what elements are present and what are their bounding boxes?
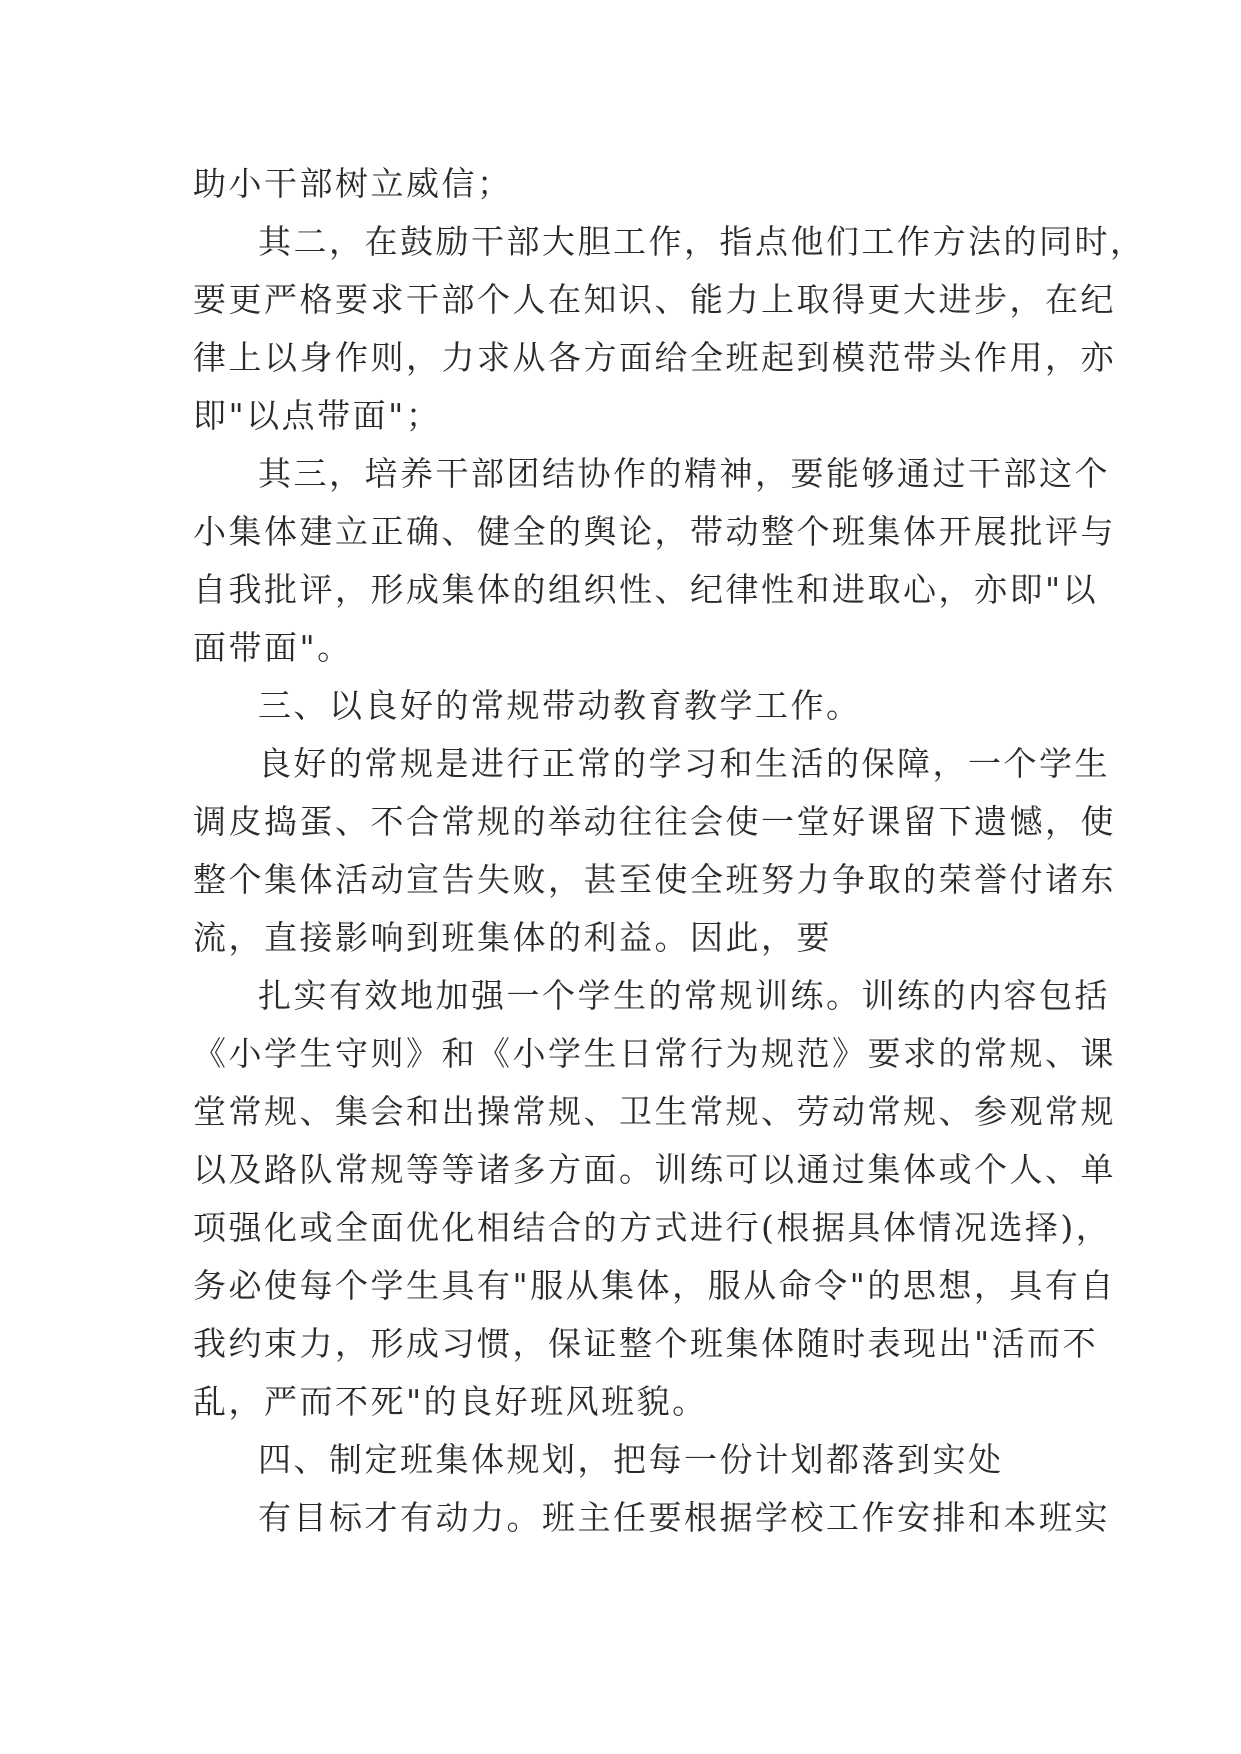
- text-line: 律上以身作则，力求从各方面给全班起到模范带头作用，亦: [193, 338, 1116, 377]
- text-line: 小集体建立正确、健全的舆论，带动整个班集体开展批评与: [193, 512, 1116, 551]
- text-line: 调皮捣蛋、不合常规的举动往往会使一堂好课留下遗憾，使: [193, 802, 1116, 841]
- text-line: 其二，在鼓励干部大胆工作，指点他们工作方法的同时，: [258, 222, 1146, 261]
- text-line: 其三，培养干部团结协作的精神，要能够通过干部这个: [258, 454, 1110, 493]
- text-line: 要更严格要求干部个人在知识、能力上取得更大进步，在纪: [193, 280, 1116, 319]
- text-line: 有目标才有动力。班主任要根据学校工作安排和本班实: [258, 1498, 1110, 1537]
- section-heading: 三、以良好的常规带动教育教学工作。: [258, 686, 862, 725]
- text-line: 整个集体活动宣告失败，甚至使全班努力争取的荣誉付诸东: [193, 860, 1116, 899]
- text-line: 乱，严而不死"的良好班风班貌。: [193, 1382, 708, 1421]
- text-line: 务必使每个学生具有"服从集体，服从命令"的思想，具有自: [193, 1266, 1116, 1305]
- text-line: 流，直接影响到班集体的利益。因此，要: [193, 918, 832, 957]
- text-line: 扎实有效地加强一个学生的常规训练。训练的内容包括: [258, 976, 1110, 1015]
- text-line: 堂常规、集会和出操常规、卫生常规、劳动常规、参观常规: [193, 1092, 1116, 1131]
- text-line: 助小干部树立威信；: [193, 164, 513, 203]
- section-heading: 四、制定班集体规划，把每一份计划都落到实处: [258, 1440, 1004, 1479]
- text-line: 良好的常规是进行正常的学习和生活的保障，一个学生: [258, 744, 1110, 783]
- text-line: 面带面"。: [193, 628, 353, 667]
- text-line: 我约束力，形成习惯，保证整个班集体随时表现出"活而不: [193, 1324, 1099, 1363]
- text-line: 即"以点带面"；: [193, 396, 442, 435]
- text-line: 项强化或全面优化相结合的方式进行(根据具体情况选择)，: [193, 1208, 1112, 1247]
- text-line: 自我批评，形成集体的组织性、纪律性和进取心，亦即"以: [193, 570, 1099, 609]
- text-line: 以及路队常规等等诸多方面。训练可以通过集体或个人、单: [193, 1150, 1116, 1189]
- text-line: 《小学生守则》和《小学生日常行为规范》要求的常规、课: [193, 1034, 1116, 1073]
